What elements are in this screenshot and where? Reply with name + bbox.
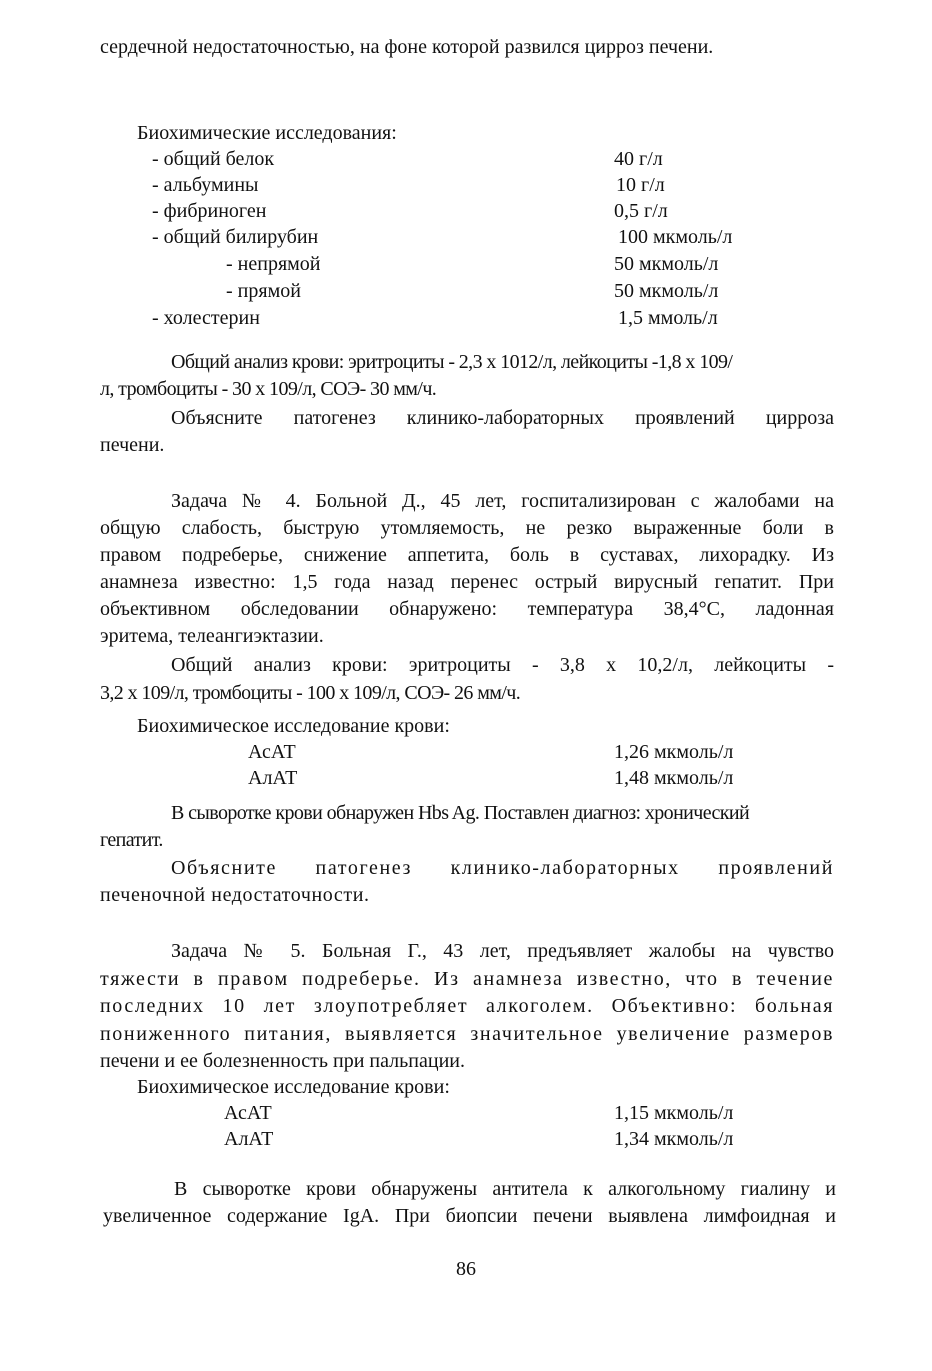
biochem-row-name: - непрямой [226, 253, 321, 275]
question-line: печени. [100, 434, 165, 456]
biochem-row-value: 40 г/л [614, 148, 663, 170]
biochem-row-name: - холестерин [152, 307, 260, 329]
task4-biochem-value: 1,26 мкмоль/л [614, 741, 734, 763]
task4-text-line: правом подреберье, снижение аппетита, боль в суставах, лихорадку. Из [100, 544, 834, 566]
task5-biochem-name: АлАТ [224, 1128, 274, 1150]
task4-serum-line: В сыворотке крови обнаружен Hbs Ag. Поставлен диагноз: хронический [171, 802, 750, 824]
biochem-row-name: - фибриноген [152, 200, 267, 222]
biochem-row-value: 1,5 ммоль/л [618, 307, 718, 329]
biochem-row-value: 50 мкмоль/л [614, 253, 719, 275]
blood-analysis-line: Общий анализ крови: эритроциты - 2,3 х 1012/л, лейкоциты -1,8 х 109/ [171, 351, 733, 373]
task4-biochem-value: 1,48 мкмоль/л [614, 767, 734, 789]
biochem-row-name: - прямой [226, 280, 301, 302]
task4-serum-line: гепатит. [100, 829, 163, 851]
biochem-row-value: 10 г/л [616, 174, 665, 196]
question-line: Объясните патогенез клинико-лабораторных проявлений цирроза [171, 407, 834, 429]
biochem-row-value: 50 мкмоль/л [614, 280, 719, 302]
task5-text-line: печени и ее болезненность при пальпации. [100, 1050, 465, 1072]
task5-text-line: пониженного питания, выявляется значительное увеличение размеров [100, 1023, 834, 1045]
task4-biochem-name: АлАТ [248, 767, 298, 789]
task5-text-line: тяжести в правом подреберье. Из анамнеза известно, что в течение [100, 968, 834, 990]
task5-serum-line: В сыворотке крови обнаружены антитела к алкогольному гиалину и [174, 1178, 836, 1200]
biochem-title: Биохимические исследования: [137, 122, 397, 144]
biochem-row-name: - общий билирубин [152, 226, 319, 248]
task4-text-line: эритема, телеангиэктазии. [100, 625, 324, 647]
task4-biochem-name: АсАТ [248, 741, 296, 763]
page-number: 86 [456, 1258, 476, 1280]
blood-analysis-line: л, тромбоциты - 30 х 109/л, СОЭ- 30 мм/ч. [100, 378, 437, 400]
intro-line: сердечной недостаточностью, на фоне которой развился цирроз печени. [100, 36, 714, 58]
task4-biochem-title: Биохимическое исследование крови: [137, 715, 450, 737]
task5-biochem-title: Биохимическое исследование крови: [137, 1076, 450, 1098]
task4-question-line: Объясните патогенез клинико-лабораторных проявлений [171, 857, 834, 879]
task5-serum-line: увеличенное содержание IgA. При биопсии печени выявлена лимфоидная и [103, 1205, 836, 1227]
task4-blood-line: Общий анализ крови: эритроциты - 3,8 х 10,2/л, лейкоциты - [171, 654, 834, 676]
task4-heading-line: Задача № 4. Больной Д., 45 лет, госпитализирован с жалобами на [171, 490, 834, 512]
task4-text-line: общую слабость, быструю утомляемость, не резко выраженные боли в [100, 517, 834, 539]
task4-question-line: печеночной недостаточности. [100, 884, 370, 906]
task5-biochem-value: 1,34 мкмоль/л [614, 1128, 734, 1150]
biochem-row-value: 100 мкмоль/л [618, 226, 733, 248]
task5-text-line: последних 10 лет злоупотребляет алкоголем. Объективно: больная [100, 995, 834, 1017]
biochem-row-name: - альбумины [152, 174, 259, 196]
task5-heading-line: Задача № 5. Больная Г., 43 лет, предъявляет жалобы на чувство [171, 940, 834, 962]
task4-text-line: объективном обследовании обнаружено: температура 38,4°С, ладонная [100, 598, 834, 620]
biochem-row-value: 0,5 г/л [614, 200, 668, 222]
task4-text-line: анамнеза известно: 1,5 года назад перенес острый вирусный гепатит. При [100, 571, 834, 593]
biochem-row-name: - общий белок [152, 148, 275, 170]
task5-biochem-value: 1,15 мкмоль/л [614, 1102, 734, 1124]
task5-biochem-name: АсАТ [224, 1102, 272, 1124]
task4-blood-line: 3,2 х 109/л, тромбоциты - 100 х 109/л, СОЭ- 26 мм/ч. [100, 682, 521, 704]
